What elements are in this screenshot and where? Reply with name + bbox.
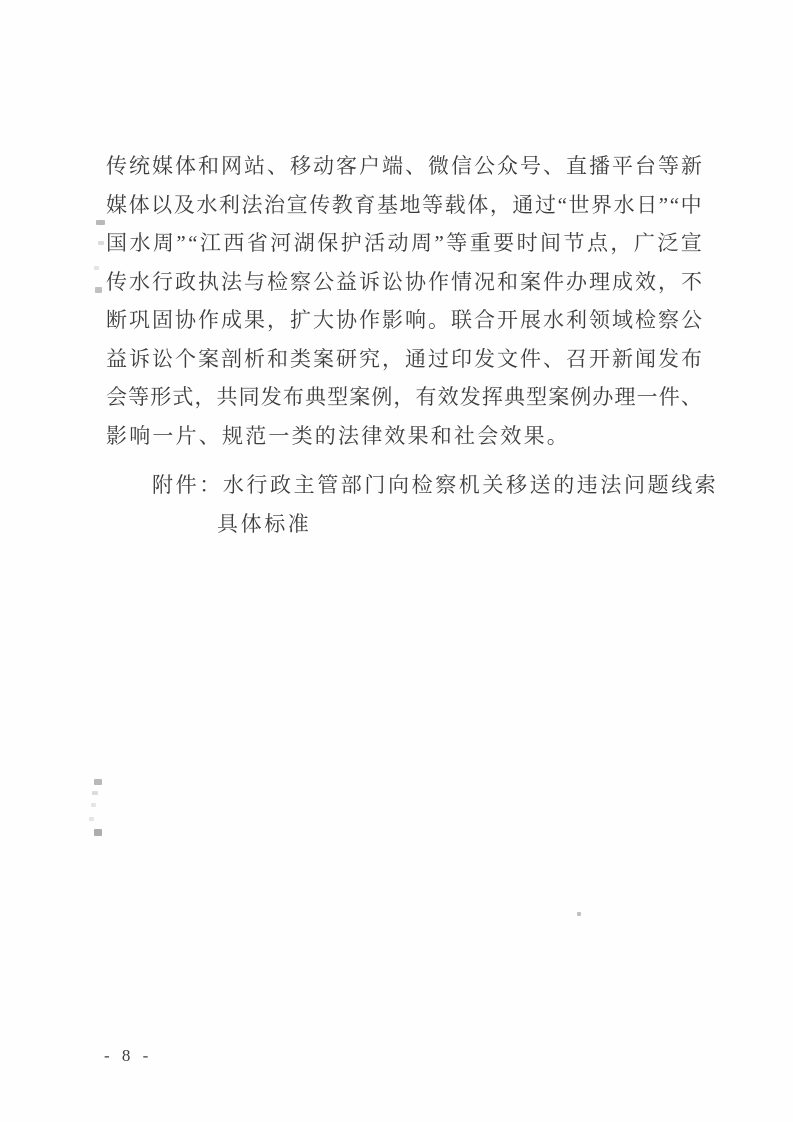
attachment-title-line1: 水行政主管部门向检察机关移送的违法问题线索 <box>222 473 719 497</box>
body-line: 传 水 行 政 执 法 与 检 察 公 益 诉 讼 协 作 情 况 和 案 件 办 理 成 效 ， 不 <box>106 269 702 294</box>
body-line: 传 统 媒 体 和 网 站 、 移 动 客 户 端 、 微 信 公 众 号 、 直 播 平 台 等 新 <box>106 154 702 178</box>
scan-speck <box>577 912 581 916</box>
paragraph-continuation <box>106 147 702 455</box>
body-line: 断 巩 固 协 作 成 果 ， 扩 大 协 作 影 响 。 联 合 开 展 水 利 领 域 检 察 公 <box>106 308 702 332</box>
scan-speck <box>98 241 104 245</box>
body-line: 媒 体 以 及 水 利 法 治 宣 传 教 育 基 地 等 载 体 ， 通 过 “ 世 界 水 日 ” “ 中 <box>106 192 702 217</box>
attachment-label: 附件： <box>152 473 223 497</box>
attachment-line <box>106 466 719 505</box>
scan-speck <box>89 817 94 821</box>
scan-speck <box>92 791 98 795</box>
body-line: 会 等 形 式 ， 共 同 发 布 典 型 案 例 ， 有 效 发 挥 典 型 案 例 办 理 一 件 、 <box>106 385 702 409</box>
body-line: 益 诉 讼 个 案 剖 析 和 类 案 研 究 ， 通 过 印 发 文 件 、 召 开 新 闻 发 布 <box>106 346 702 371</box>
scan-speck <box>94 266 99 270</box>
scan-speck <box>91 803 96 807</box>
attachment-title-line2: 具体标准 <box>217 511 312 536</box>
scan-speck <box>94 779 102 785</box>
body-line: 影响一片、规范一类的法律效果和社会效果。 <box>106 423 570 448</box>
scan-speck <box>95 287 102 293</box>
scan-speck <box>94 829 102 836</box>
attachment-note <box>106 466 719 543</box>
page-number: - 8 - <box>104 1046 153 1065</box>
body-line: 国 水 周 ” “ 江 西 省 河 湖 保 护 活 动 周 ” 等 重 要 时 间 节 点 ， 广 泛 宣 <box>106 231 702 255</box>
scan-speck <box>96 220 105 225</box>
